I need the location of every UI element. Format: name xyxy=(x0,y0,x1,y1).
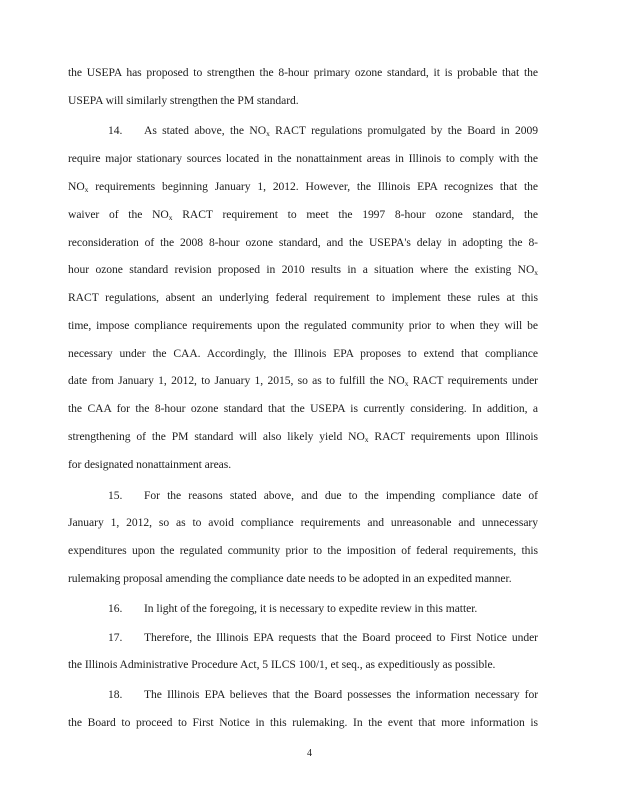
text-line-l15 xyxy=(68,458,538,472)
line-text: time, impose compliance requirements upon the regulated community prior to when they will be xyxy=(68,319,538,332)
text-line-l02 xyxy=(68,94,538,108)
text-line-l22 xyxy=(68,658,538,672)
text-line-l01 xyxy=(68,66,538,80)
line-text: date from January 1, 2012, to January 1, 2015, so as to fulfill the $NO_x$ RACT requirements under xyxy=(68,374,538,388)
line-text: The Illinois EPA believes that the Board possesses the information necessary for xyxy=(144,688,538,701)
line-text: require major stationary sources located in the nonattainment areas in Illinois to comply with the xyxy=(68,152,538,165)
line-text: the Illinois Administrative Procedure Act, 5 ILCS 100/1, et seq., as expeditiously as possible. xyxy=(68,658,496,671)
text-line-l24 xyxy=(68,716,538,730)
paragraph-number: 18. xyxy=(108,688,123,701)
line-text: waiver of the $NO_x$ RACT requirement to meet the 1997 8-hour ozone standard, the xyxy=(68,208,538,222)
line-text: rulemaking proposal amending the compliance date needs to be adopted in an expedited manner. xyxy=(68,572,512,585)
paragraph-number: 14. xyxy=(108,124,123,137)
text-line-l21 xyxy=(108,631,538,645)
text-line-l20 xyxy=(108,602,538,616)
page-number: 4 xyxy=(307,748,312,759)
text-line-l04 xyxy=(68,152,538,166)
line-text: For the reasons stated above, and due to the impending compliance date of xyxy=(144,489,538,502)
text-line-l13 xyxy=(68,402,538,416)
text-line-l17 xyxy=(68,516,538,530)
text-line-l19 xyxy=(68,572,538,586)
text-line-l06 xyxy=(68,208,538,222)
line-text: In light of the foregoing, it is necessary to expedite review in this matter. xyxy=(144,602,478,615)
line-text: expenditures upon the regulated community prior to the imposition of federal requirements, this xyxy=(68,544,538,557)
line-text: As stated above, the $NO_x$ RACT regulations promulgated by the Board in 2009 xyxy=(144,124,538,138)
line-text: necessary under the CAA. Accordingly, the Illinois EPA proposes to extend that compliance xyxy=(68,347,538,360)
line-text: $NO_x$ requirements beginning January 1, 2012. However, the Illinois EPA recognizes that the xyxy=(68,180,538,194)
paragraph-number: 16. xyxy=(108,602,123,615)
text-line-l07 xyxy=(68,236,538,250)
line-text: RACT regulations, absent an underlying federal requirement to implement these rules at this xyxy=(68,291,538,304)
text-line-l12 xyxy=(68,374,538,388)
line-text: Therefore, the Illinois EPA requests that the Board proceed to First Notice under xyxy=(144,631,538,644)
text-line-l10 xyxy=(68,319,538,333)
paragraph-number: 15. xyxy=(108,489,123,502)
text-line-l18 xyxy=(68,544,538,558)
text-line-l11 xyxy=(68,347,538,361)
text-line-l05 xyxy=(68,180,538,194)
text-line-l08 xyxy=(68,263,538,277)
line-text: reconsideration of the 2008 8-hour ozone standard, and the USEPA's delay in adopting the 8- xyxy=(68,236,538,249)
line-text: hour ozone standard revision proposed in 2010 results in a situation where the existing $NO_x$ xyxy=(68,263,538,277)
line-text: USEPA will similarly strengthen the PM standard. xyxy=(68,94,299,107)
line-text: January 1, 2012, so as to avoid compliance requirements and unreasonable and unnecessary xyxy=(68,516,538,529)
text-line-l14 xyxy=(68,430,538,444)
text-line-l16 xyxy=(108,489,538,503)
line-text: the CAA for the 8-hour ozone standard that the USEPA is currently considering. In addition, a xyxy=(68,402,538,415)
line-text: for designated nonattainment areas. xyxy=(68,458,232,471)
line-text: the USEPA has proposed to strengthen the 8-hour primary ozone standard, it is probable that the xyxy=(68,66,538,79)
text-line-l09 xyxy=(68,291,538,305)
line-text: strengthening of the PM standard will also likely yield $NO_x$ RACT requirements upon Illinois xyxy=(68,430,539,444)
line-text: the Board to proceed to First Notice in this rulemaking. In the event that more information is xyxy=(68,716,538,729)
paragraph-number: 17. xyxy=(108,631,123,644)
text-line-l03 xyxy=(108,124,538,138)
text-line-l23 xyxy=(108,688,538,702)
